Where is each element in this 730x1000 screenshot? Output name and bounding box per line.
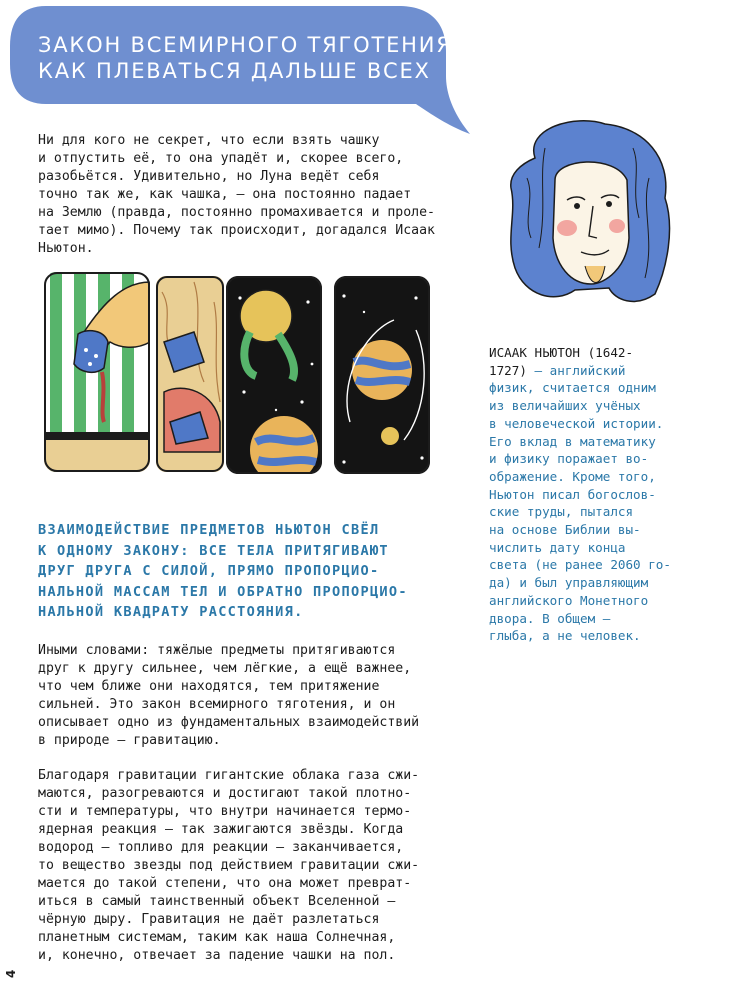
title-line-1: ЗАКОН ВСЕМИРНОГО ТЯГОТЕНИЯ: [38, 33, 462, 57]
newton-name-dates: ИСААК НЬЮТОН (1642- 1727) [489, 345, 634, 378]
law-statement: ВЗАИМОДЕЙСТВИЕ ПРЕДМЕТОВ НЬЮТОН СВЁЛ К ОДНОМУ ЗАКОНУ: ВСЕ ТЕЛА ПРИТЯГИВАЮТ ДРУГ ДРУГА С СИЛОЙ, ПРЯМО ПРОПОРЦИО- НАЛЬНОЙ МАССАМ ТЕЛ И ОБРАТНО ПРОПОРЦИО- НАЛЬНОЙ КВАДРАТУ РАССТОЯНИЯ. [38, 522, 408, 620]
page-title [38, 32, 462, 84]
isaac-newton-portrait [505, 118, 675, 308]
newton-bio-text: — английский физик, считается одним из величайших учёных в человеческой истории. Его вклад в математику и физику поражает во- ображение. Кроме того, Ньютон писал богослов- ские труды, пытался на основе Библии вы- числить дату конца света (не ранее 2060 го- да) и был управляющим английского Монетного двора. В общем — глыба, а не человек. [489, 362, 671, 644]
panel-moon-earth [226, 276, 322, 478]
panel-hand-cup [44, 272, 150, 472]
falling-cup-illustration [44, 272, 430, 478]
page-number: 4 [4, 969, 18, 978]
paragraph-stars: Благодаря гравитации гигантские облака газа сжи- маются, разогреваются и достигают такой плотно- сти и температуры, что внутри начинается термо- ядерная реакция — так зажигаются звёзды. Когда водород — топливо для реакции — заканчивается, то вещество звезды под действием гравитации сжи- мается до такой степени, что она может преврат- иться в самый таинственный объект Вселенной — чёрную дыру. Гравитация не даёт разлетаться планетным системам, таким как наша Солнечная, и, конечно, отвечает за падение чашки на пол. [38, 768, 420, 963]
intro-paragraph: Ни для кого не секрет, что если взять чашку и отпустить её, то она упадёт и, скорее всего, разобьётся. Удивительно, но Луна ведёт себя точно так же, как чашка, — она постоянно падает на Землю (правда, постоянно промахивается и проле- тает мимо). Почему так происходит, догадался Исаак Ньютон. [38, 133, 435, 256]
paragraph-gravity: Иными словами: тяжёлые предметы притягиваются друг к другу сильнее, чем лёгкие, а ещё важнее, что чем ближе они находятся, тем притяжение сильней. Это закон всемирного тяготения, и он описывает одно из фундаментальных взаимодействий в природе — гравитацию. [38, 643, 420, 748]
panel-orbit [334, 276, 430, 474]
newton-bio-sidebar [489, 344, 671, 645]
panel-cup-breaking [156, 276, 224, 472]
title-line-2: КАК ПЛЕВАТЬСЯ ДАЛЬШЕ ВСЕХ [38, 59, 431, 83]
